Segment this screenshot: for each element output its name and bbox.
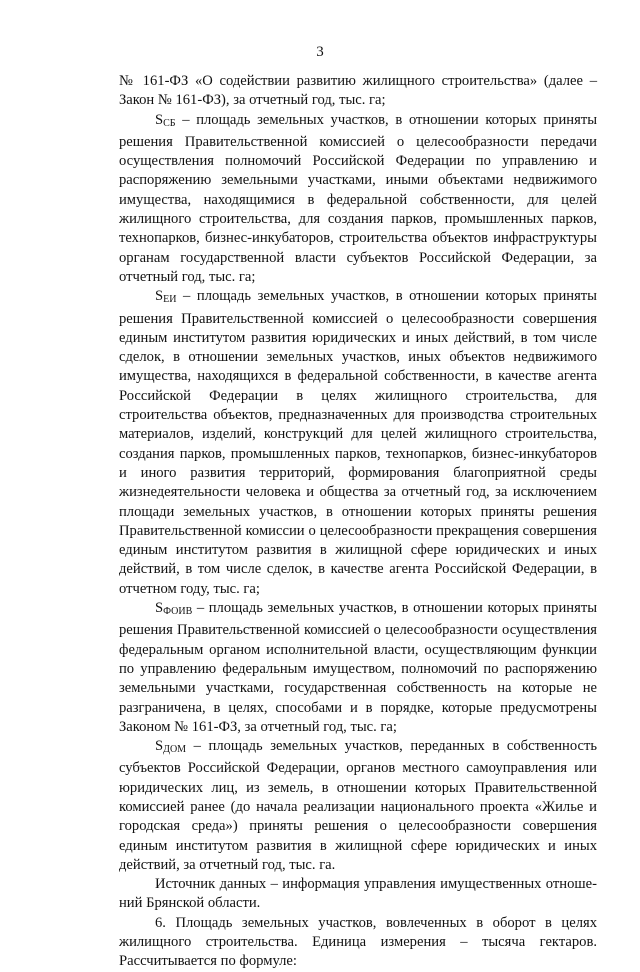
paragraph-item-6: 6. Площадь земельных участков, вовлеченных в оборот в целях жилищного строительства. Единица измерения – тысяча гектаров. Рассчитывается по формуле: [119,914,597,970]
paragraph-s-foiv: $S_{ФОИВ}$ – площадь земельных участков, в отношении которых приняты решения Правительственной комиссией о целесообразности осуществления федеральным органом исполнительной власти, осуществляющим функции по управлению федеральным имуществом, полномочий по распоряжению земельными участками, государственная собственность на которые не разграничена, в целях, способами и в порядке, которые предусмотрены Законом № 161-ФЗ, за отчетный год, тыс. га; [119,600,597,735]
paragraph-s-sb: $S_{СБ}$ – площадь земельных участков, в отношении которых приняты решения Правительственной комиссией о целесообразности передачи осуществления полномочий Российской Федерации по управлению и распоряжению земельными участками, иными объектами недвижимого имущества, находящимися в федеральной собственности, для целей жилищного строительства, для создания парков, промышленных парков, технопарков, бизнес-инкубаторов, строительства объектов инфраструктуры органам государственной власти субъектов Российской Федерации, за отчетный год, тыс. га; [119,111,597,285]
page-number: 3 [316,44,324,60]
symbol-s-foiv: $S_{ФОИВ}$ [155,600,193,618]
paragraph-data-source: Источник данных – информация управления имущественных отношений Брянской области. [119,876,597,912]
symbol-s-dom: $S_{ДОМ}$ [155,738,187,756]
paragraph-s-dom: $S_{ДОМ}$ – площадь земельных участков, переданных в собственность субъектов Российской Федерации, органов местного самоуправления или юридических лиц, из земель, в отношении которых Правительственной комиссией ранее (до начала реализации национального проекта «Жилье и городская среда») приняты решения о целесообразности совершения единым институтом развития в жилищной сфере юридических и иных действий, за отчетный год, тыс. га. [119,738,598,873]
symbol-s-ei: $S_{ЕИ}$ [155,288,177,306]
paragraph-s-ei: $S_{ЕИ}$ – площадь земельных участков, в отношении которых приняты решения Правительственной комиссией о целесообразности совершения единым институтом развития юридических и иных действий, в том числе сделок, в отношении земельных участков, иных объектов недвижимого имущества, находящихся в федеральной собственности, в качестве агента Российской Федерации в целях жилищного строительства, для строительства объектов, предназначенных для производства строительных материалов, изделий, конструкций для целей жилищного строительства, создания парков, промышленных парков, технопарков, бизнес-инкубаторов и иного развития территорий, формирования благоприятной среды жизнедеятельности человека и общества за отчетный год, за исключением площади земельных участков, в отношении которых приняты решения Правительственной комиссии о целесообразности прекращения совершения единым институтом развития в жилищной сфере юридических и иных действий, в том числе сделок, в качестве агента Российской Федерации, в отчетном году, тыс. га; [119,288,597,597]
paragraph-intro: № 161-ФЗ «О содействии развитию жилищного строительства» (далее – Закон № 161-ФЗ), за отчетный год, тыс. га; [119,73,597,109]
symbol-s-sb: $S_{СБ}$ [155,111,176,129]
document-body [119,72,597,972]
